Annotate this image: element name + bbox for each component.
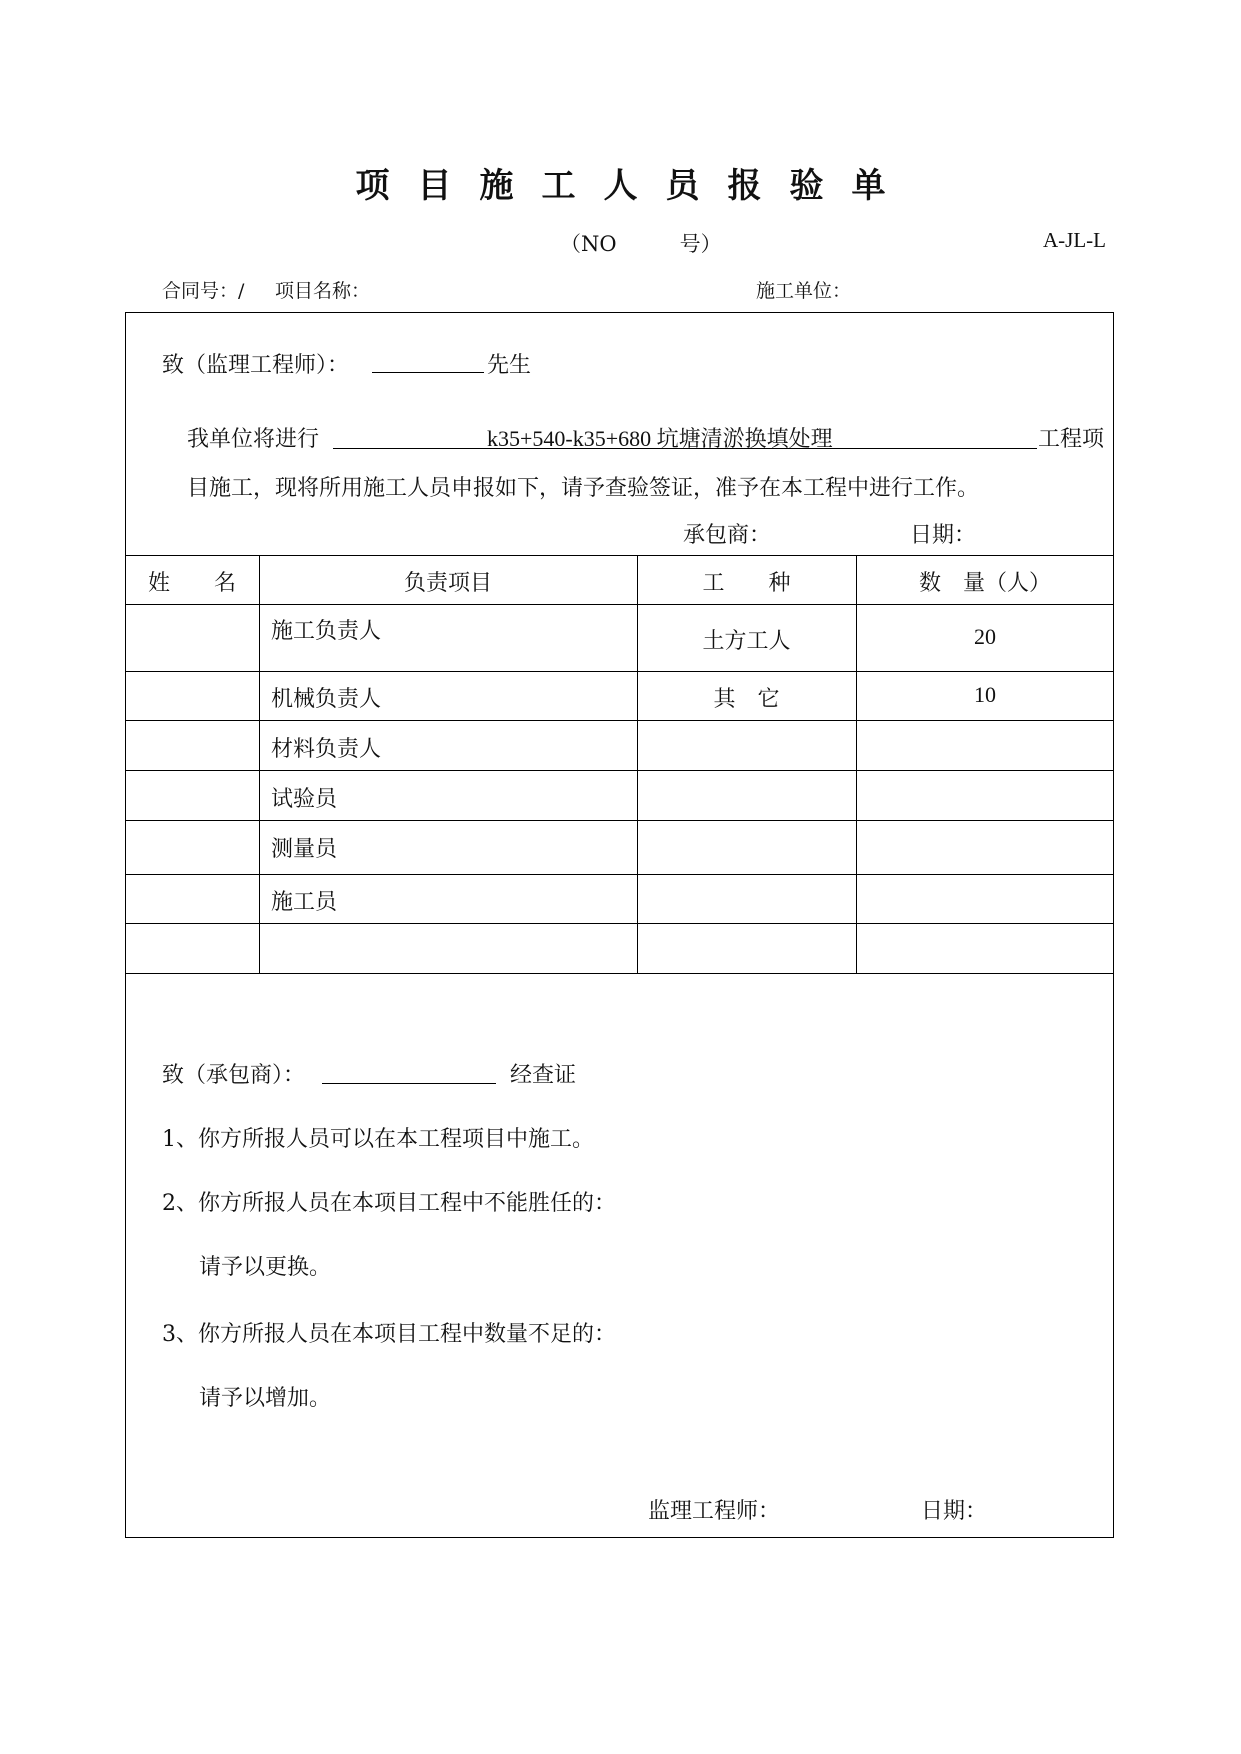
verified-label: 经查证: [510, 1063, 577, 1088]
table-cell-role: 测量员: [271, 837, 338, 862]
table-column-divider: [856, 555, 857, 973]
table-column-divider: [259, 555, 260, 973]
intro-lead-text: 我单位将进行: [187, 427, 320, 452]
page-title: 项目施工人员报验单: [355, 166, 914, 206]
mister-label: 先生: [487, 353, 532, 378]
form-number-label: （NO 号）: [560, 232, 722, 256]
table-row-divider: [125, 820, 1114, 821]
approval-item-2-note: 请予以更换。: [199, 1255, 332, 1280]
table-cell-count: 20: [974, 624, 996, 649]
table-row-divider: [125, 720, 1114, 721]
table-header-role: 负责项目: [403, 571, 492, 596]
table-cell-role: 施工员: [271, 890, 338, 915]
form-code: A-JL-L: [1043, 228, 1106, 252]
contractor-name-blank: [322, 1083, 496, 1084]
table-row-divider: [125, 874, 1114, 875]
contractor-signature-label: 承包商：: [683, 523, 772, 548]
table-row-divider: [125, 770, 1114, 771]
table-cell-role: 机械负责人: [271, 687, 382, 712]
supervisor-date-label: 日期：: [921, 1499, 988, 1524]
intro-tail-text: 工程项: [1038, 427, 1105, 452]
table-cell-count: 10: [974, 682, 996, 707]
supervisor-signature-label: 监理工程师：: [648, 1499, 781, 1524]
approval-item-2: 2、你方所报人员在本项目工程中不能胜任的：: [162, 1191, 616, 1216]
table-cell-trade: 土方工人: [702, 629, 791, 654]
engineer-name-blank: [372, 372, 484, 373]
table-header-divider: [125, 604, 1114, 605]
construction-unit-label: 施工单位：: [756, 280, 852, 302]
approval-item-3: 3、你方所报人员在本项目工程中数量不足的：: [162, 1322, 616, 1347]
project-name-label: 项目名称：: [275, 280, 371, 302]
table-top-border: [125, 555, 1114, 556]
contractor-date-label: 日期：: [910, 523, 977, 548]
table-column-divider: [637, 555, 638, 973]
approval-item-1: 1、你方所报人员可以在本工程项目中施工。: [162, 1127, 594, 1152]
intro-second-line: 目施工，现将所用施工人员申报如下，请予查验签证，准予在本工程中进行工作。: [187, 476, 980, 501]
table-header-name: 姓 名: [147, 571, 236, 596]
table-header-trade: 工 种: [702, 571, 791, 596]
table-cell-role: 试验员: [271, 787, 338, 812]
table-cell-trade: 其 它: [713, 687, 780, 712]
table-header-count: 数 量（人）: [918, 571, 1051, 596]
table-row-divider: [125, 923, 1114, 924]
project-description: k35+540-k35+680 坑塘清淤换填处理: [487, 426, 833, 451]
table-cell-role: 材料负责人: [271, 737, 382, 762]
table-cell-role: 施工负责人: [271, 619, 382, 644]
to-contractor-label: 致（承包商）：: [162, 1063, 306, 1088]
to-engineer-label: 致（监理工程师）：: [162, 353, 350, 378]
approval-item-3-note: 请予以增加。: [199, 1386, 332, 1411]
contract-number-label: 合同号：/: [162, 280, 245, 302]
table-bottom-border: [125, 973, 1114, 974]
table-row-divider: [125, 671, 1114, 672]
